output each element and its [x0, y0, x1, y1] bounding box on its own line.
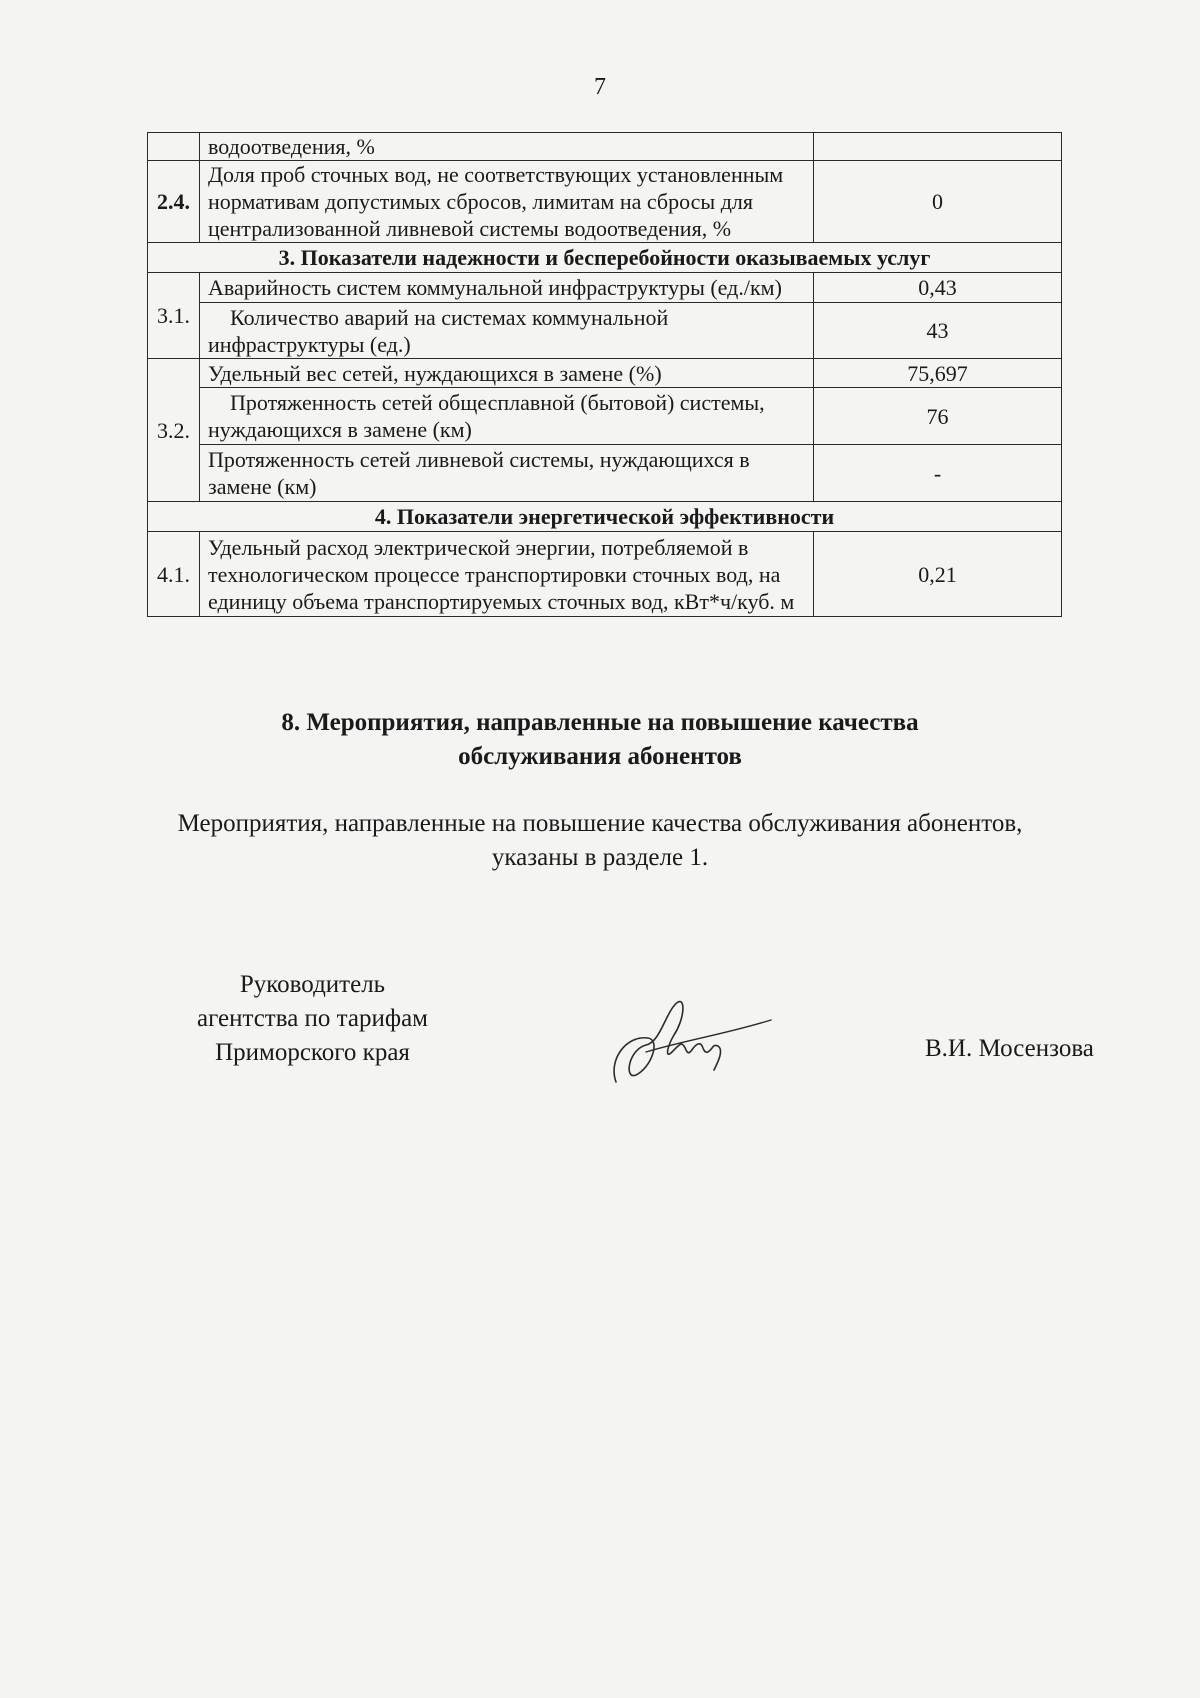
row-text-cell: Аварийность систем коммунальной инфраструктуры (ед./км) — [200, 273, 814, 303]
row-value-cell: 0 — [814, 161, 1062, 243]
table-row — [148, 532, 1062, 617]
position-line: Руководитель — [239, 971, 386, 998]
row-number-cell: 3.2. — [148, 359, 200, 502]
table-row — [148, 133, 1062, 161]
row-text-cell: Доля проб сточных вод, не соответствующих установленным нормативам допустимых сбросов, лимитам на сбросы для централизованной ливневой системы водоотведения, % — [200, 161, 814, 243]
table-subrow — [148, 303, 1062, 359]
section-title: 4. Показатели энергетической эффективности — [148, 502, 1062, 532]
table-subrow — [148, 445, 1062, 502]
row-number-cell: 3.1. — [148, 273, 200, 359]
row-text-cell: Удельный вес сетей, нуждающихся в замене (%) — [200, 359, 814, 388]
heading-line: обслуживания абонентов — [458, 743, 742, 770]
row-number-cell — [148, 133, 200, 161]
section-header-row — [148, 502, 1062, 532]
body-line: указаны в разделе 1. — [491, 844, 709, 871]
handwritten-signature — [606, 990, 776, 1090]
body-line: Мероприятия, направленные на повышение качества обслуживания абонентов, — [177, 810, 1023, 837]
row-text-cell: Протяженность сетей общесплавной (бытовой) системы, нуждающихся в замене (км) — [200, 388, 814, 445]
row-text-cell: Удельный расход электрической энергии, потребляемой в технологическом процессе транспортировки сточных вод, на единицу объема транспортируемых сточных вод, кВт*ч/куб. м — [200, 532, 814, 617]
page-number: 7 — [594, 74, 606, 100]
section-8-heading — [0, 706, 1200, 774]
section-8-body — [60, 807, 1140, 875]
position-line: Приморского края — [215, 1039, 410, 1066]
section-header-row — [148, 243, 1062, 273]
row-text-cell: Протяженность сетей ливневой системы, нуждающихся в замене (км) — [200, 445, 814, 502]
position-line: агентства по тарифам — [196, 1005, 429, 1032]
heading-line: 8. Мероприятия, направленные на повышение качества — [281, 709, 919, 736]
table-row — [148, 273, 1062, 303]
row-value-cell: 75,697 — [814, 359, 1062, 388]
row-value-cell — [814, 133, 1062, 161]
row-value-cell: 0,43 — [814, 273, 1062, 303]
signatory-position — [150, 968, 475, 1070]
signatory-name: В.И. Мосензова — [925, 1035, 1094, 1062]
table-subrow — [148, 388, 1062, 445]
row-value-cell: 0,21 — [814, 532, 1062, 617]
row-text-cell: Количество аварий на системах коммунальной инфраструктуры (ед.) — [200, 303, 814, 359]
row-value-cell: - — [814, 445, 1062, 502]
row-value-cell: 43 — [814, 303, 1062, 359]
indicators-table — [147, 132, 1062, 617]
table-row — [148, 161, 1062, 243]
row-number-cell: 4.1. — [148, 532, 200, 617]
row-text-cell: водоотведения, % — [200, 133, 814, 161]
row-value-cell: 76 — [814, 388, 1062, 445]
row-number-cell: 2.4. — [148, 161, 200, 243]
section-title: 3. Показатели надежности и бесперебойности оказываемых услуг — [148, 243, 1062, 273]
table-row — [148, 359, 1062, 388]
